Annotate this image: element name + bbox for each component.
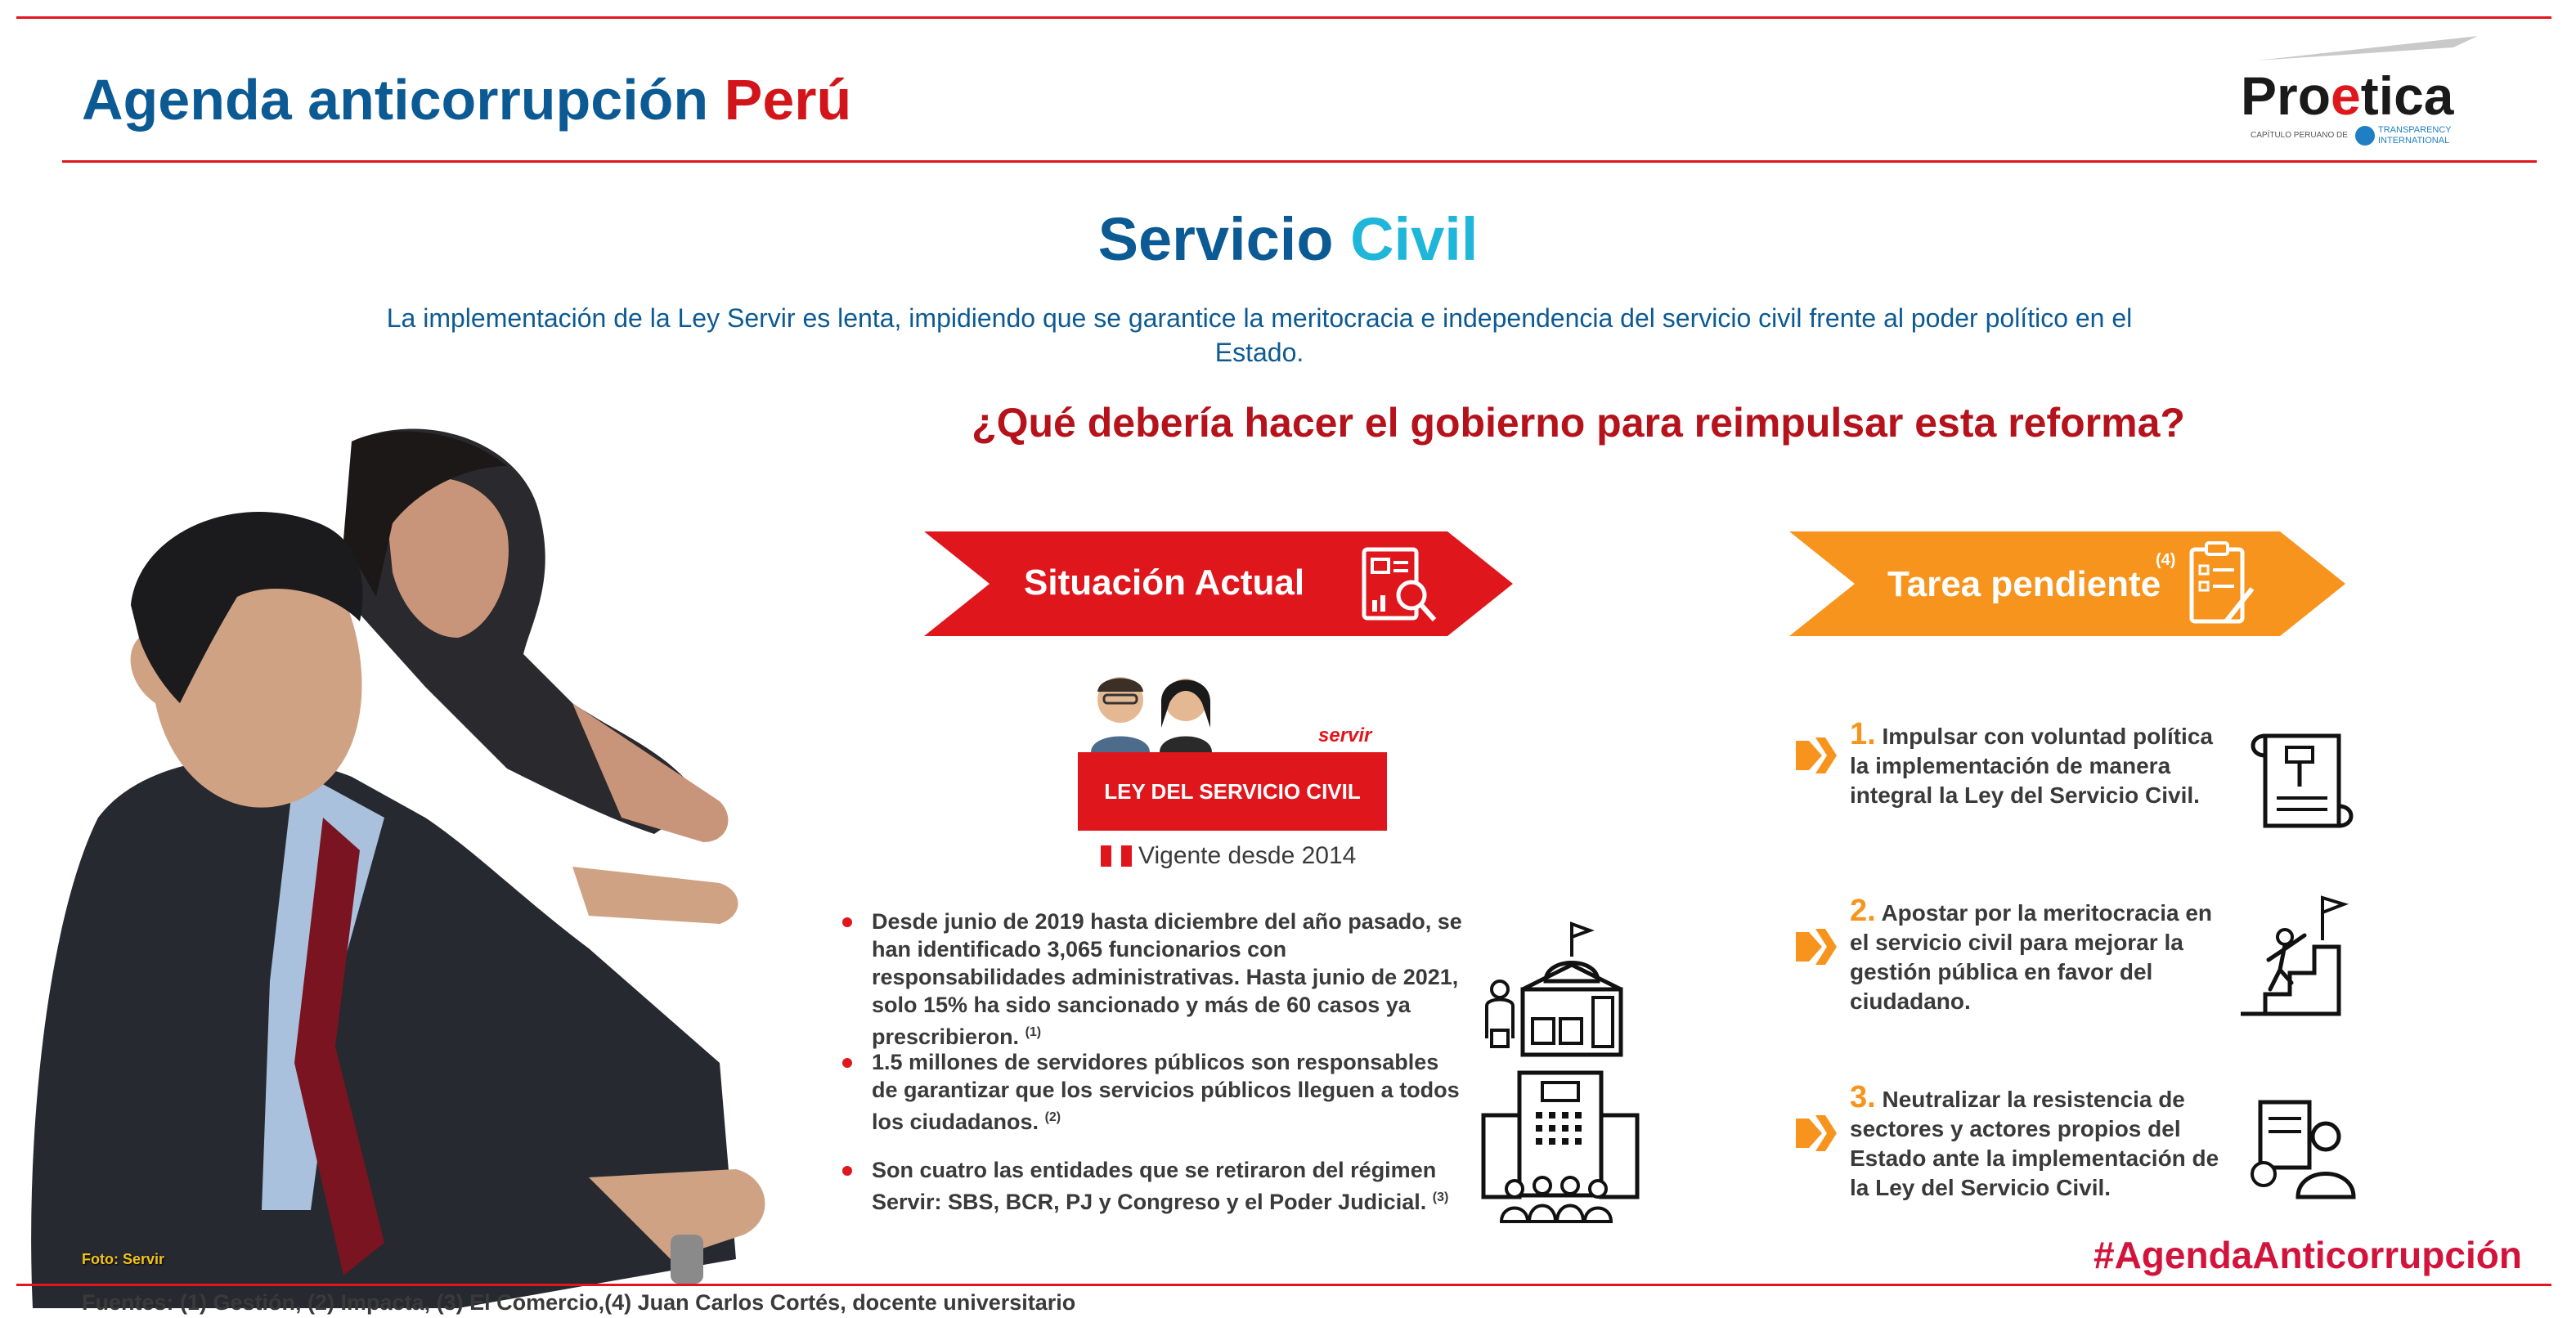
government-building-icon	[1480, 916, 1644, 1063]
task-number: 2.	[1850, 894, 1876, 928]
task-text: Apostar por la meritocracia en el servicio civil para mejorar la gestión pública en favor del ciudadano.	[1850, 900, 2213, 1014]
bullet-text: Desde junio de 2019 hasta diciembre del año pasado, se han identificado 3,065 funcionarios con responsabilidades administrativas. Hasta junio de 2021, solo 15% ha sido sancionado y más de 60 casos ya prescribieron.	[872, 909, 1462, 1049]
law-banner: LEY DEL SERVICIO CIVIL	[1078, 752, 1387, 831]
bullet-text: 1.5 millones de servidores públicos son responsables de garantizar que los servicios públicos lleguen a todos los ciudadanos.	[872, 1050, 1460, 1134]
clipboard-checklist-icon	[2187, 540, 2257, 630]
bullet-ref: (2)	[1044, 1110, 1061, 1124]
svg-text:Proetica: Proetica	[2241, 65, 2454, 126]
task-2	[1791, 896, 2233, 1016]
bullet-dot	[842, 917, 852, 927]
tasks-arrow	[1789, 531, 2345, 636]
hashtag: #AgendaAnticorrupción	[2094, 1234, 2522, 1276]
office-building-people-icon	[1479, 1066, 1642, 1230]
page-title	[82, 67, 851, 132]
section-intro: La implementación de la Ley Servir es lenta, impidiendo que se garantice la meritocracia e independencia del servicio civil frente al poder político en el Estado.	[386, 303, 2133, 367]
proetica-logo	[2208, 33, 2502, 155]
bullet-ref: (1)	[1025, 1025, 1042, 1039]
svg-text:TRANSPARENCY: TRANSPARENCY	[2378, 125, 2452, 135]
climbing-to-goal-icon	[2233, 891, 2355, 1022]
svg-text:INTERNATIONAL: INTERNATIONAL	[2378, 136, 2450, 146]
page-title-country: Perú	[724, 68, 852, 132]
servir-logo: servir	[1318, 724, 1372, 746]
situation-bullet-1	[842, 908, 1464, 1051]
photo-credit: Foto: Servir	[82, 1251, 165, 1267]
section-title-main: Servicio	[1097, 205, 1334, 273]
tasks-label: Tarea pendiente	[1887, 564, 2161, 604]
logo-subtext: CAPÍTULO PERUANO DE	[2251, 131, 2348, 140]
section-question: ¿Qué debería hacer el gobierno para reimpulsar esta reforma?	[972, 400, 2185, 446]
tasks-label-ref: (4)	[2156, 551, 2176, 569]
situation-bullet-3	[842, 1156, 1464, 1216]
report-analysis-icon	[1361, 546, 1439, 625]
task-1	[1791, 717, 2233, 810]
situation-bullet-2	[842, 1048, 1464, 1136]
task-text: Impulsar con voluntad política la implementación de manera integral la Ley del Servicio Civil.	[1850, 724, 2213, 808]
bullet-dot	[842, 1058, 852, 1068]
law-valid-since: Vigente desde 2014	[1138, 842, 1357, 869]
section-title-accent: Civil	[1350, 205, 1479, 273]
sources-note: Fuentes: (1) Gestión, (2) Impacta, (3) El Comercio,(4) Juan Carlos Cortés, docente universitario	[82, 1290, 1076, 1315]
page-title-main: Agenda anticorrupción	[82, 68, 709, 132]
peru-flag-icon	[1101, 845, 1132, 867]
footer-rule	[16, 1284, 2551, 1286]
task-3	[1791, 1080, 2233, 1203]
bullet-dot	[842, 1166, 852, 1176]
officials-document-icon	[2241, 1096, 2363, 1202]
bullet-text: Son cuatro las entidades que se retiraron del régimen Servir: SBS, BCR, PJ y Congreso y el Poder Judicial.	[872, 1158, 1437, 1214]
task-text: Neutralizar la resistencia de sectores y actores propios del Estado ante la implementación de la Ley del Servicio Civil.	[1850, 1087, 2219, 1200]
situation-arrow	[924, 531, 1513, 636]
bullet-ref: (3)	[1432, 1190, 1449, 1204]
top-rule	[16, 16, 2551, 19]
law-scroll-gavel-icon	[2241, 720, 2363, 842]
situation-label: Situación Actual	[1024, 563, 1305, 603]
section-title	[0, 204, 2576, 274]
header-bottom-rule	[62, 160, 2537, 163]
task-number: 1.	[1850, 717, 1876, 751]
task-number: 3.	[1850, 1080, 1876, 1114]
office-workers-photo	[0, 392, 826, 1308]
